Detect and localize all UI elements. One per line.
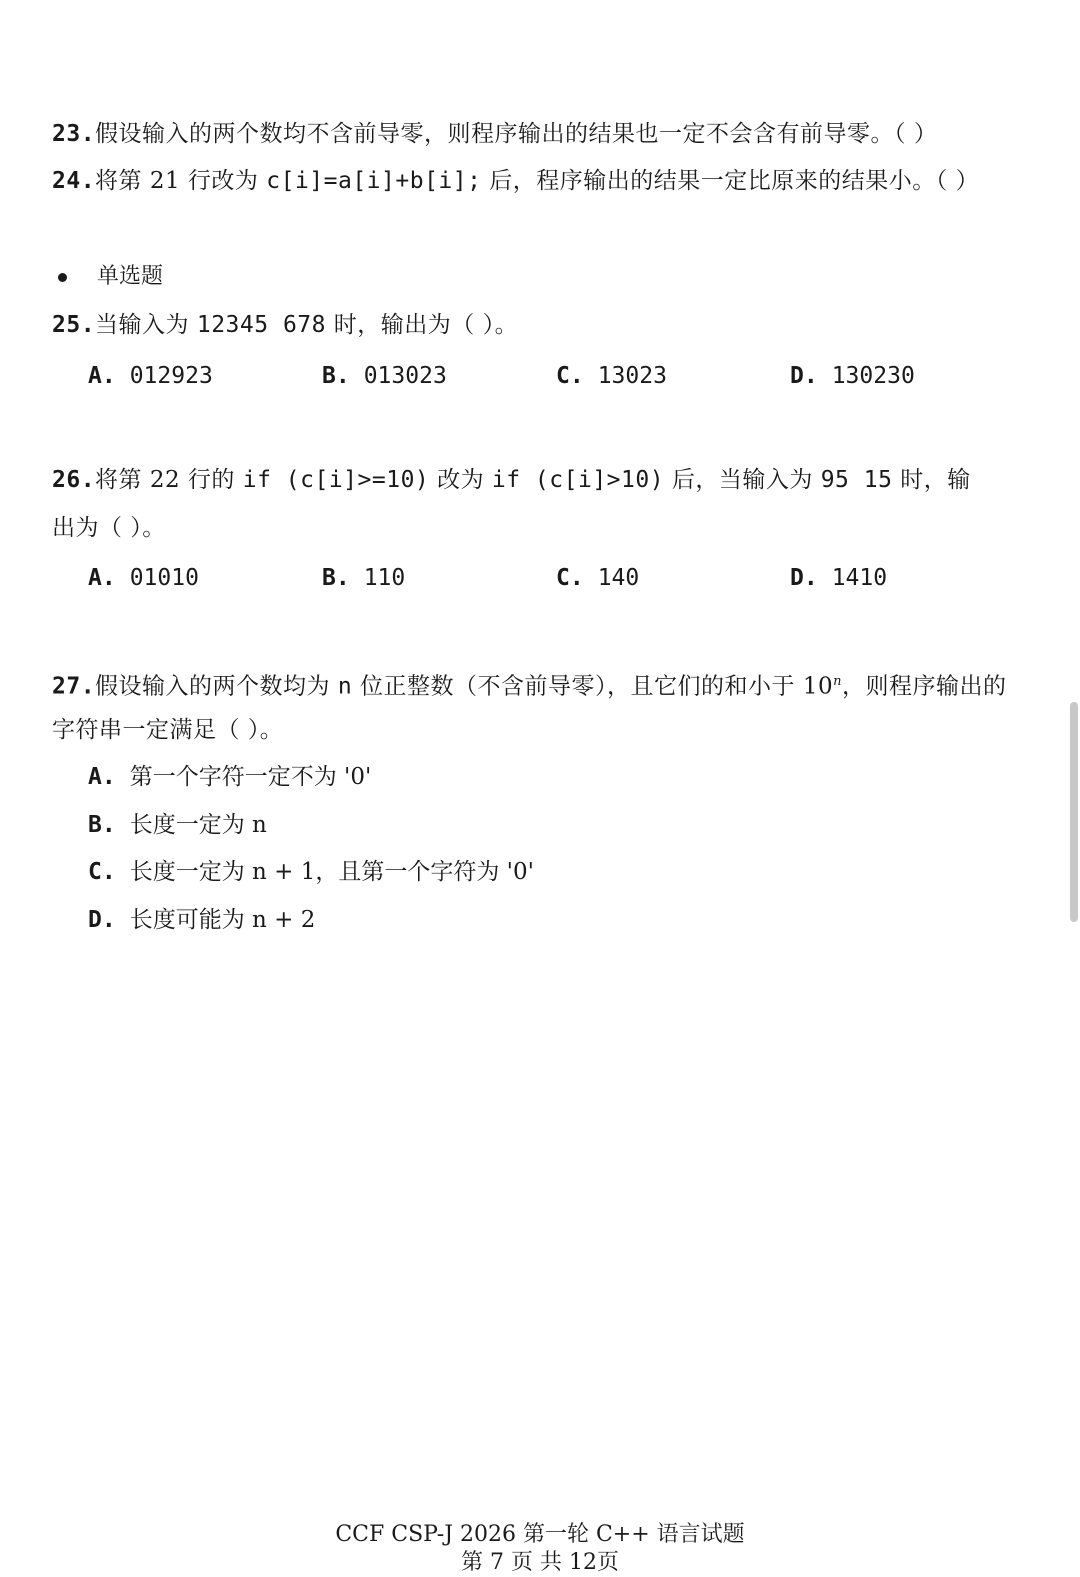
question-text-pre: 假设输入的两个数均为 bbox=[95, 673, 338, 700]
question-text-post: 后，程序输出的结果一定比原来的结果小。（ ） bbox=[481, 168, 980, 194]
option-b bbox=[322, 361, 447, 391]
question-number: 23. bbox=[52, 121, 96, 147]
option-value: 130230 bbox=[831, 363, 915, 389]
question-text: 假设输入的两个数均不含前导零，则程序输出的结果也一定不会含有前导零。（ ） bbox=[95, 121, 938, 147]
question-text-mid: 改为 bbox=[429, 467, 492, 493]
option-letter: A. bbox=[88, 565, 116, 591]
question-27 bbox=[52, 667, 1007, 702]
option-value: 13023 bbox=[597, 363, 667, 389]
option-c bbox=[556, 361, 667, 391]
question-text-mid: 位正整数（不含前导零），且它们的和小于 bbox=[352, 673, 803, 700]
question-text-pre: 当输入为 bbox=[95, 312, 197, 338]
code-snippet-modified: if (c[i]>10) bbox=[491, 467, 665, 493]
option-value: 140 bbox=[597, 565, 640, 591]
question-26 bbox=[52, 465, 971, 495]
option-a bbox=[88, 563, 199, 593]
input-value: 12345 678 bbox=[196, 312, 326, 338]
question-24 bbox=[52, 166, 979, 196]
question-text-pre: 将第 21 行改为 bbox=[95, 168, 267, 194]
scrollbar-thumb[interactable] bbox=[1070, 702, 1078, 922]
page-footer-title: CCF CSP-J 2026 第一轮 C++ 语言试题 bbox=[335, 1522, 745, 1547]
section-title bbox=[52, 262, 163, 292]
option-d bbox=[88, 905, 315, 935]
option-letter: D. bbox=[88, 907, 116, 933]
option-value: 01010 bbox=[129, 565, 199, 591]
section-title-text: 单选题 bbox=[97, 264, 164, 289]
option-d bbox=[790, 361, 915, 391]
question-number: 27. bbox=[52, 673, 96, 700]
question-text-pre: 将第 22 行的 bbox=[95, 467, 243, 493]
question-text-continued: 字符串一定满足（ ）。 bbox=[52, 717, 284, 743]
option-value: 长度可能为 n + 2 bbox=[129, 907, 316, 933]
option-value: 012923 bbox=[129, 363, 213, 389]
question-number: 24. bbox=[52, 168, 96, 194]
option-letter: D. bbox=[790, 363, 818, 389]
option-a bbox=[88, 762, 371, 792]
question-text-post: 后，当输入为 bbox=[664, 467, 821, 493]
option-d bbox=[790, 563, 887, 593]
option-a bbox=[88, 361, 213, 391]
question-text-tail: 时，输 bbox=[892, 467, 971, 493]
option-value: 长度一定为 n bbox=[129, 812, 267, 838]
question-27-line2 bbox=[52, 715, 283, 745]
question-25 bbox=[52, 310, 518, 340]
option-letter: D. bbox=[790, 565, 818, 591]
question-number: 26. bbox=[52, 467, 96, 493]
option-letter: C. bbox=[88, 859, 116, 885]
question-number: 25. bbox=[52, 312, 96, 338]
option-letter: B. bbox=[322, 565, 350, 591]
question-text-post: 时，输出为（ ）。 bbox=[325, 312, 519, 338]
option-letter: C. bbox=[556, 565, 584, 591]
option-letter: A. bbox=[88, 363, 116, 389]
input-value: 95 15 bbox=[820, 467, 893, 493]
option-value: 1410 bbox=[831, 565, 888, 591]
option-letter: B. bbox=[88, 812, 116, 838]
option-b bbox=[322, 563, 405, 593]
question-text-continued: 出为（ ）。 bbox=[52, 515, 166, 541]
code-snippet-original: if (c[i]>=10) bbox=[242, 467, 430, 493]
option-value: 013023 bbox=[363, 363, 447, 389]
power-exponent: n bbox=[833, 674, 842, 689]
question-text-post: ，则程序输出的 bbox=[842, 673, 1007, 700]
option-c bbox=[88, 857, 534, 887]
power-base: 10 bbox=[802, 673, 834, 700]
option-b bbox=[88, 810, 267, 840]
page-footer-number: 第 7 页 共 12页 bbox=[461, 1550, 619, 1575]
option-c bbox=[556, 563, 639, 593]
option-letter: A. bbox=[88, 764, 116, 790]
bullet-icon bbox=[58, 273, 67, 282]
question-26-line2 bbox=[52, 513, 166, 543]
variable-n: n bbox=[337, 673, 353, 700]
question-23 bbox=[52, 119, 937, 149]
option-letter: B. bbox=[322, 363, 350, 389]
option-value: 第一个字符一定不为 '0' bbox=[129, 764, 372, 790]
code-snippet: c[i]=a[i]+b[i]; bbox=[266, 168, 482, 194]
option-value: 长度一定为 n + 1，且第一个字符为 '0' bbox=[129, 859, 534, 885]
option-value: 110 bbox=[363, 565, 406, 591]
option-letter: C. bbox=[556, 363, 584, 389]
